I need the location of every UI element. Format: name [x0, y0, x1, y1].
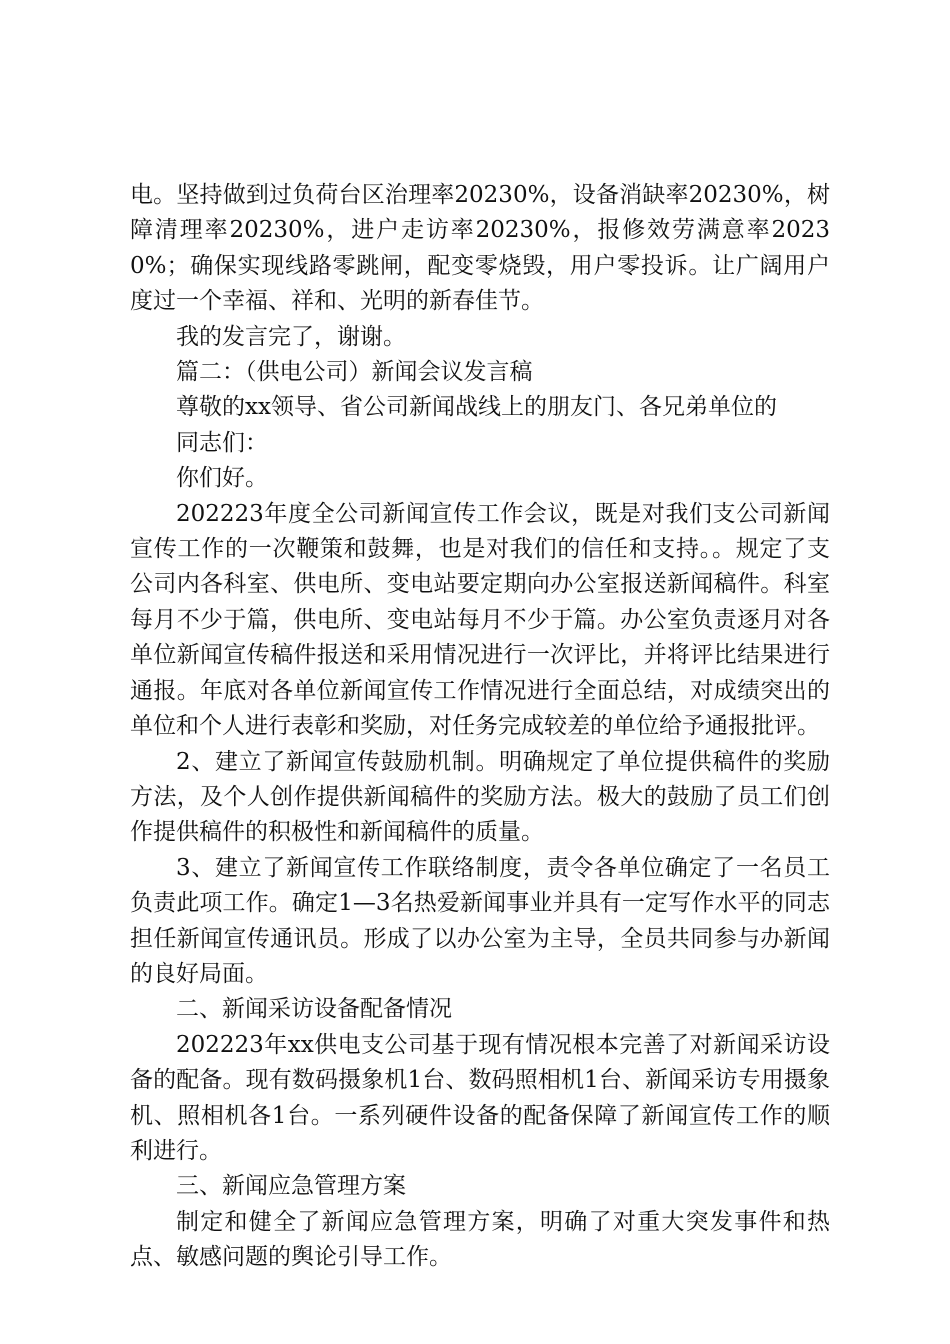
section-heading-emergency: 三、新闻应急管理方案	[176, 1173, 406, 1200]
paragraph-closing-remark: 我的发言完了，谢谢。	[176, 323, 406, 350]
paragraph-equipment: 202223年xx供电支公司基于现有情况根本完善了对新闻采访设备的配备。现有数码摄象机1台、数码照相机1台、新闻采访专用摄象机、照相机各1台。一系列硬件设备的配备保障了新闻宣传工作的顺利进行。	[130, 1031, 830, 1164]
paragraph-salutation-comrades: 同志们：	[176, 429, 268, 456]
paragraph-emergency-plan: 制定和健全了新闻应急管理方案，明确了对重大突发事件和热点、敏感问题的舆论引导工作。	[130, 1208, 830, 1271]
paragraph-liaison-system: 3、建立了新闻宣传工作联络制度，责令各单位确定了一名员工负责此项工作。确定1—3名热爱新闻事业并具有一定写作水平的同志担任新闻宣传通讯员。形成了以办公室为主导，全员共同参与办新闻的良好局面。	[130, 854, 830, 987]
section-title-part-two: 篇二：（供电公司）新闻会议发言稿	[176, 359, 533, 386]
paragraph-continuation: 电。坚持做到过负荷台区治理率20230%，设备消缺率20230%，树障清理率20230%，进户走访率20230%，报修效劳满意率20230%；确保实现线路零跳闸，配变零烧毁，用户零投诉。让广阔用户度过一个幸福、祥和、光明的新春佳节。	[130, 182, 830, 315]
paragraph-salutation: 尊敬的xx领导、省公司新闻战线上的朋友门、各兄弟单位的	[176, 394, 777, 421]
paragraph-news-meeting: 202223年度全公司新闻宣传工作会议，既是对我们支公司新闻宣传工作的一次鞭策和鼓舞，也是对我们的信任和支持。。规定了支公司内各科室、供电所、变电站要定期向办公室报送新闻稿件。科室每月不少于篇，供电所、变电站每月不少于篇。办公室负责逐月对各单位新闻宣传稿件报送和采用情况进行一次评比，并将评比结果进行通报。年底对各单位新闻宣传工作情况进行全面总结，对成绩突出的单位和个人进行表彰和奖励，对任务完成较差的单位给予通报批评。	[130, 500, 830, 740]
paragraph-greeting: 你们好。	[176, 465, 268, 492]
paragraph-incentive-mechanism: 2、建立了新闻宣传鼓励机制。明确规定了单位提供稿件的奖励方法，及个人创作提供新闻稿件的奖励方法。极大的鼓励了员工们创作提供稿件的积极性和新闻稿件的质量。	[130, 748, 830, 846]
document-body	[130, 178, 830, 1276]
section-heading-equipment: 二、新闻采访设备配备情况	[176, 996, 452, 1023]
